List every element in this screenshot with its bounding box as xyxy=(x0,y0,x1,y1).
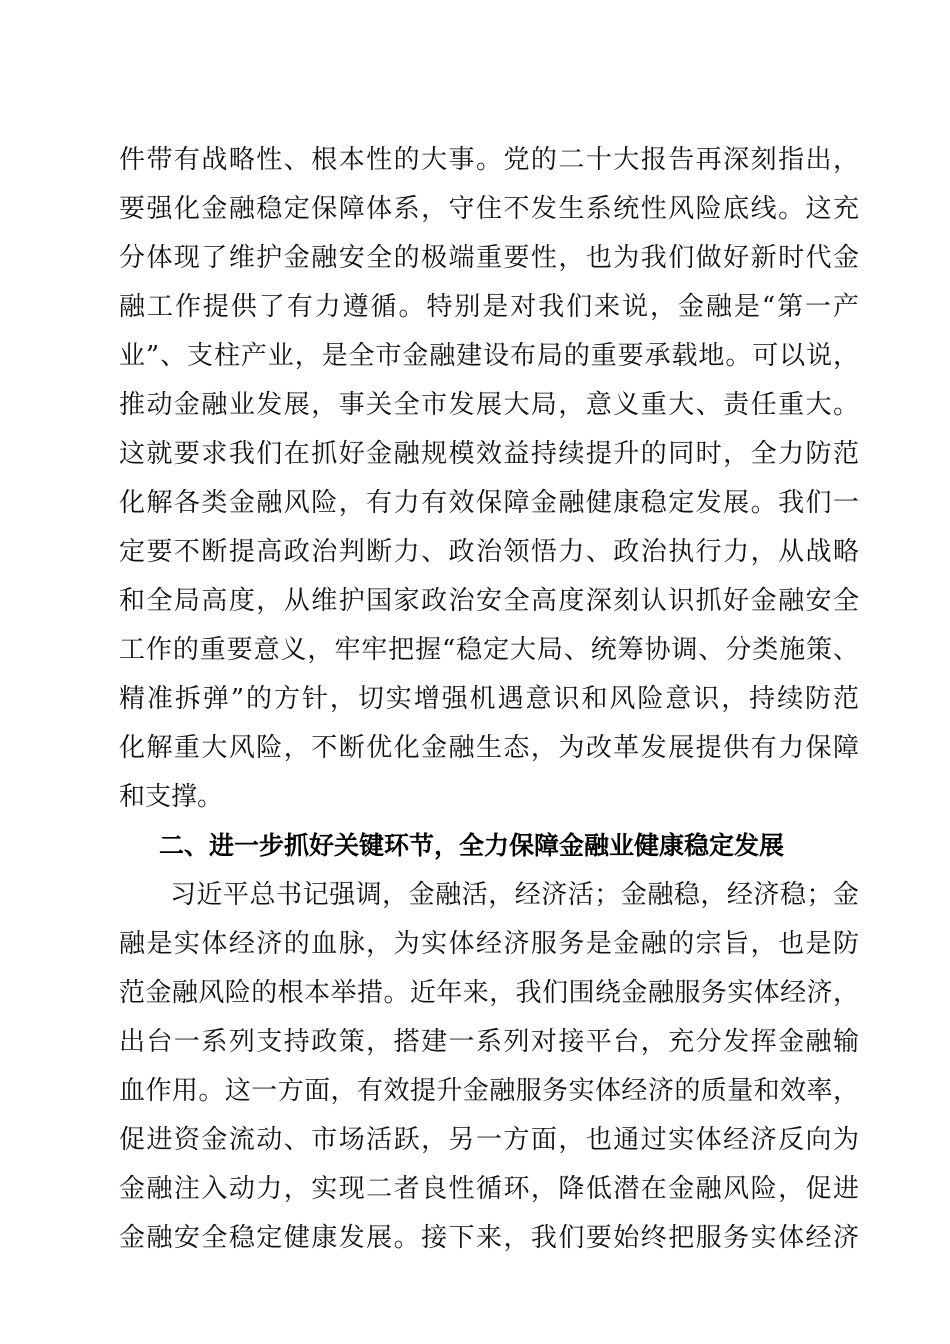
paragraph-line: 习近平总书记强调，金融活，经济活；金融稳，经济稳；金 xyxy=(170,880,859,910)
paragraph-line: 融工作提供了有力遵循。特别是对我们来说，金融是“第一产 xyxy=(119,292,859,322)
paragraph-line: 推动金融业发展，事关全市发展大局，意义重大、责任重大。 xyxy=(119,390,859,420)
paragraph-line: 血作用。这一方面，有效提升金融服务实体经济的质量和效率， xyxy=(119,1076,859,1106)
paragraph-line: 件带有战略性、根本性的大事。党的二十大报告再深刻指出， xyxy=(119,145,859,175)
paragraph-line: 业”、支柱产业，是全市金融建设布局的重要承载地。可以说， xyxy=(119,341,859,371)
paragraph-line: 要强化金融稳定保障体系，守住不发生系统性风险底线。这充 xyxy=(119,194,859,224)
paragraph-line: 促进资金流动、市场活跃，另一方面，也通过实体经济反向为 xyxy=(119,1125,859,1155)
paragraph-line: 金融注入动力，实现二者良性循环，降低潜在金融风险，促进 xyxy=(119,1174,859,1204)
paragraph-line: 化解重大风险，不断优化金融生态，为改革发展提供有力保障 xyxy=(119,733,859,763)
paragraph-line: 金融安全稳定健康发展。接下来，我们要始终把服务实体经济 xyxy=(119,1223,859,1253)
paragraph-line: 范金融风险的根本举措。近年来，我们围绕金融服务实体经济， xyxy=(119,978,859,1008)
paragraph-line: 和全局高度，从维护国家政治安全高度深刻认识抓好金融安全 xyxy=(119,586,859,616)
paragraph-line: 化解各类金融风险，有力有效保障金融健康稳定发展。我们一 xyxy=(119,488,859,518)
paragraph-line: 分体现了维护金融安全的极端重要性，也为我们做好新时代金 xyxy=(119,243,859,273)
paragraph-line: 这就要求我们在抓好金融规模效益持续提升的同时，全力防范 xyxy=(119,439,859,469)
paragraph-line: 融是实体经济的血脉，为实体经济服务是金融的宗旨，也是防 xyxy=(119,929,859,959)
paragraph-line: 出台一系列支持政策，搭建一系列对接平台，充分发挥金融输 xyxy=(119,1027,859,1057)
section-heading: 二、进一步抓好关键环节，全力保障金融业健康稳定发展 xyxy=(159,831,785,860)
paragraph-line: 和支撑。 xyxy=(119,782,224,812)
paragraph-line: 精准拆弹”的方针，切实增强机遇意识和风险意识，持续防范 xyxy=(119,684,859,714)
paragraph-line: 工作的重要意义，牢牢把握“稳定大局、统筹协调、分类施策、 xyxy=(119,635,859,665)
paragraph-line: 定要不断提高政治判断力、政治领悟力、政治执行力，从战略 xyxy=(119,537,859,567)
